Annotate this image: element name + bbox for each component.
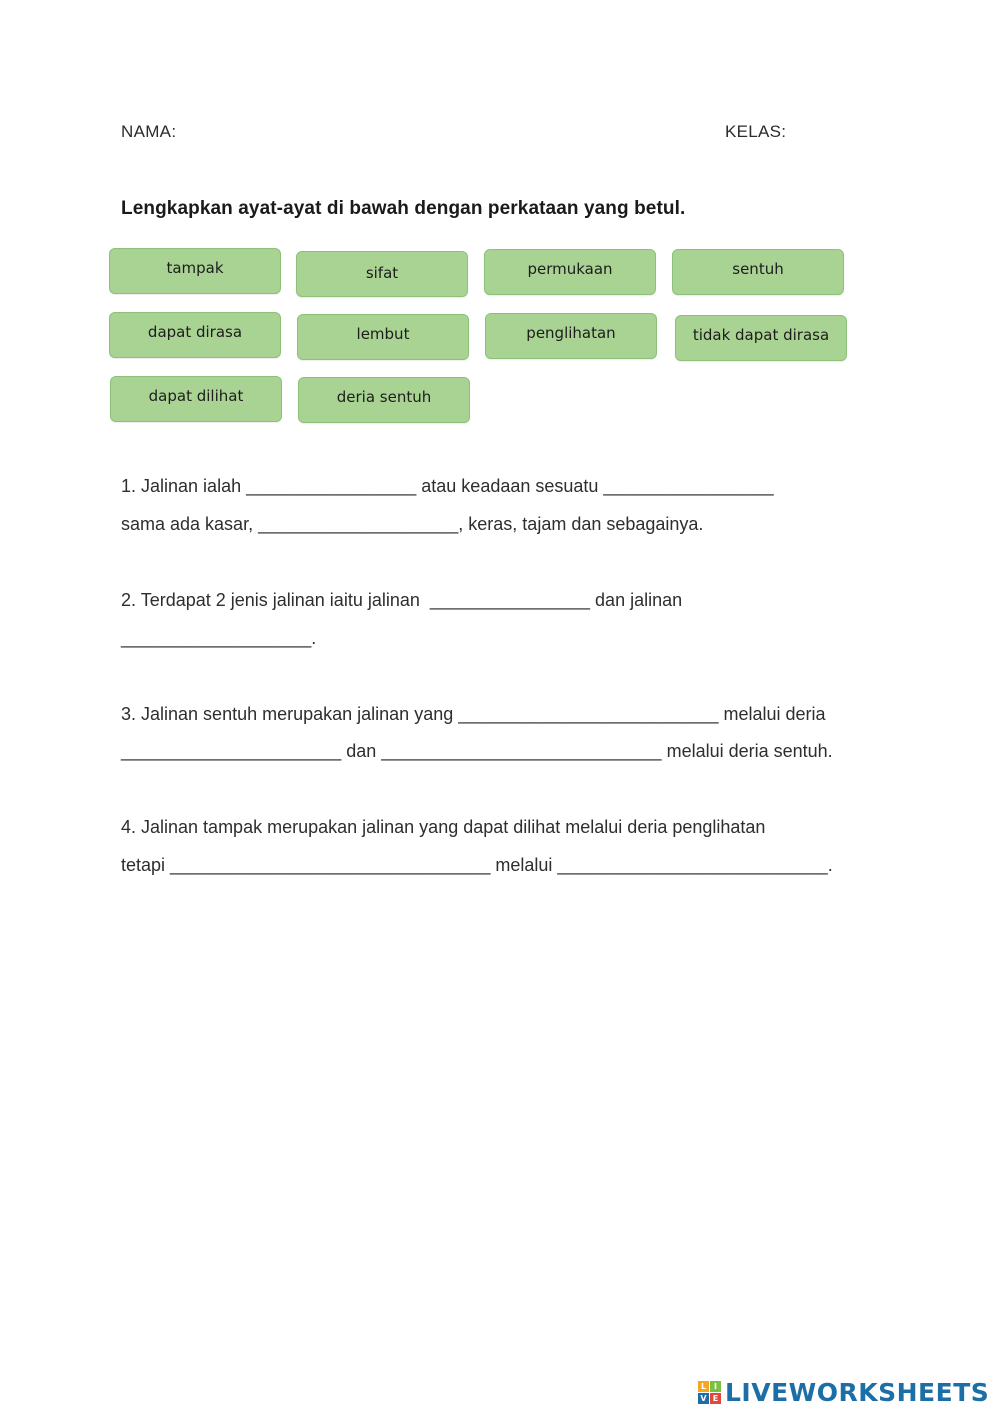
instruction-heading: Lengkapkan ayat-ayat di bawah dengan perkataan yang betul. <box>121 198 686 219</box>
question-2-line-1: 2. Terdapat 2 jenis jalinan iaitu jalinan ________________ dan jalinan <box>121 590 683 610</box>
logo-tile-l: L <box>698 1381 709 1392</box>
word-chip-sifat[interactable]: sifat <box>296 251 468 297</box>
name-label: NAMA: <box>121 122 177 141</box>
word-chip-sentuh[interactable]: sentuh <box>672 249 844 295</box>
question-2-line-2: ___________________. <box>121 628 317 648</box>
question-1-line-1: 1. Jalinan ialah _________________ atau keadaan sesuatu _________________ <box>121 476 774 496</box>
word-chip-dapat-dilihat[interactable]: dapat dilihat <box>110 376 282 422</box>
liveworksheets-logo <box>698 1378 989 1407</box>
class-label: KELAS: <box>725 122 787 141</box>
word-chip-tidak-dapat-dirasa[interactable]: tidak dapat dirasa <box>675 315 847 361</box>
logo-tiles-icon <box>698 1381 721 1404</box>
question-4-line-1: 4. Jalinan tampak merupakan jalinan yang dapat dilihat melalui deria penglihatan <box>121 817 766 837</box>
logo-tile-e: E <box>710 1393 721 1404</box>
question-4-line-2: tetapi ________________________________ melalui ___________________________. <box>121 855 833 875</box>
question-1-line-2: sama ada kasar, ____________________, keras, tajam dan sebagainya. <box>121 514 704 534</box>
question-3-line-2: ______________________ dan ____________________________ melalui deria sentuh. <box>121 741 833 761</box>
word-chip-deria-sentuh[interactable]: deria sentuh <box>298 377 470 423</box>
word-chip-penglihatan[interactable]: penglihatan <box>485 313 657 359</box>
word-chip-permukaan[interactable]: permukaan <box>484 249 656 295</box>
word-chip-tampak[interactable]: tampak <box>109 248 281 294</box>
word-chip-lembut[interactable]: lembut <box>297 314 469 360</box>
logo-tile-v: V <box>698 1393 709 1404</box>
question-3-line-1: 3. Jalinan sentuh merupakan jalinan yang __________________________ melalui deria <box>121 704 826 724</box>
logo-tile-i: I <box>710 1381 721 1392</box>
logo-text: LIVEWORKSHEETS <box>725 1378 990 1407</box>
word-chip-dapat-dirasa[interactable]: dapat dirasa <box>109 312 281 358</box>
